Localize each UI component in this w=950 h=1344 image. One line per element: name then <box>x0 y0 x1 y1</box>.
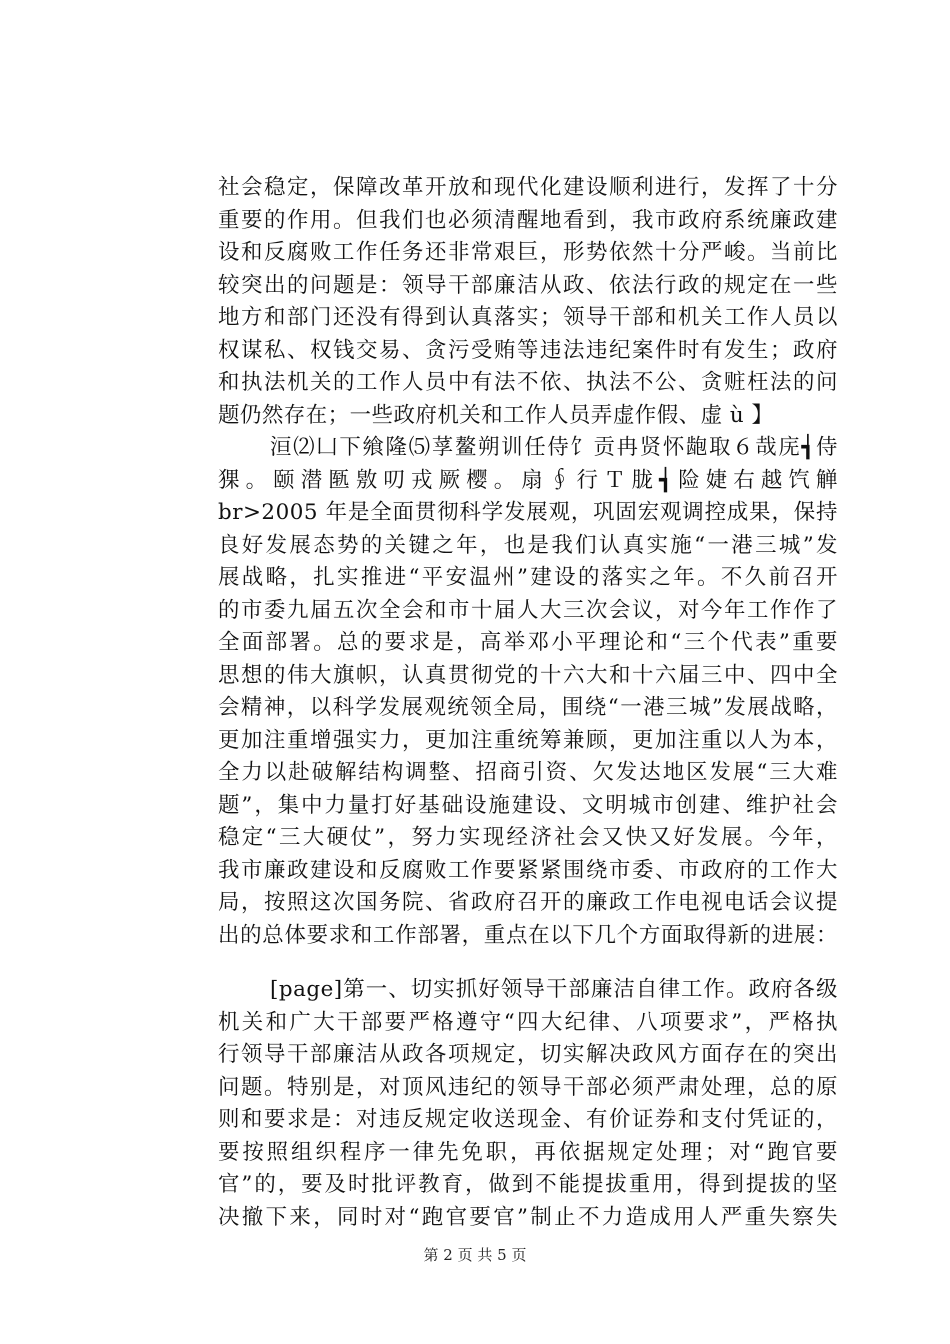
text-line: 稳定“三大硬仗”，努力实现经济社会又快又好发展。今年， <box>218 825 838 850</box>
text-line: 良好发展态势的关键之年，也是我们认真实施“一港三城”发 <box>218 533 838 558</box>
text-line: 题”，集中力量打好基础设施建设、文明城市创建、维护社会 <box>218 793 838 818</box>
text-line: 题仍然存在；一些政府机关和工作人员弄虚作假、虚 ù 】 <box>218 403 774 428</box>
text-line: 全面部署。总的要求是，高举邓小平理论和“三个代表”重要 <box>218 630 838 655</box>
text-line: 猓。颐潜匦敫叨戎厥樱。扇∮行Ｔ胧┪险婕右越饩觯 <box>218 468 838 493</box>
text-line: 全力以赴破解结构调整、招商引资、欠发达地区发展“三大难 <box>218 760 838 785</box>
text-line: 我市廉政建设和反腐败工作要紧紧围绕市委、市政府的工作大 <box>218 858 838 883</box>
text-line: 权谋私、权钱交易、贪污受贿等违法违纪案件时有发生；政府 <box>218 338 838 363</box>
text-line: [page]第一、切实抓好领导干部廉洁自律工作。政府各级 <box>270 977 838 1002</box>
text-line: 官”的，要及时批评教育，做到不能提拔重用，得到提拔的坚 <box>218 1172 838 1197</box>
page-footer: 第 2 页 共 5 页 <box>423 1246 527 1264</box>
text-line: 要按照组织程序一律先免职，再依据规定处理；对“跑官要 <box>218 1140 838 1165</box>
text-line: 会精神，以科学发展观统领全局，围绕“一港三城”发展战略， <box>218 695 838 720</box>
text-line: 地方和部门还没有得到认真落实；领导干部和机关工作人员以 <box>218 305 838 330</box>
text-line: br>2005 年是全面贯彻科学发展观，巩固宏观调控成果，保持 <box>218 500 838 525</box>
text-line: 行领导干部廉洁从政各项规定，切实解决政风方面存在的突出 <box>218 1042 838 1067</box>
text-line: 的市委九届五次全会和市十届人大三次会议，对今年工作作了 <box>218 598 838 623</box>
text-line: 出的总体要求和工作部署，重点在以下几个方面取得新的进展： <box>218 923 838 948</box>
text-line: 则和要求是：对违反规定收送现金、有价证券和支付凭证的， <box>218 1107 838 1132</box>
text-line: 问题。特别是，对顶风违纪的领导干部必须严肃处理，总的原 <box>218 1075 838 1100</box>
text-line: 设和反腐败工作任务还非常艰巨，形势依然十分严峻。当前比 <box>218 240 838 265</box>
text-line: 重要的作用。但我们也必须清醒地看到，我市政府系统廉政建 <box>218 208 838 233</box>
text-line: 洹⑵凵下飨隆⑸莩鳌朔训任侍饣贡冉贤怀龅取６哉庑┪侍 <box>270 435 838 460</box>
text-line: 展战略，扎实推进“平安温州”建设的落实之年。不久前召开 <box>218 565 838 590</box>
text-line: 思想的伟大旗帜，认真贯彻党的十六大和十六届三中、四中全 <box>218 663 838 688</box>
text-line: 更加注重增强实力，更加注重统筹兼顾，更加注重以人为本， <box>218 728 838 753</box>
text-line: 机关和广大干部要严格遵守“四大纪律、八项要求”，严格执 <box>218 1010 838 1035</box>
text-line: 社会稳定，保障改革开放和现代化建设顺利进行，发挥了十分 <box>218 175 838 200</box>
text-line: 较突出的问题是：领导干部廉洁从政、依法行政的规定在一些 <box>218 273 838 298</box>
text-line: 决撤下来，同时对“跑官要官”制止不力造成用人严重失察失 <box>218 1205 838 1230</box>
text-line: 和执法机关的工作人员中有法不依、执法不公、贪赃枉法的问 <box>218 370 838 395</box>
text-line: 局，按照这次国务院、省政府召开的廉政工作电视电话会议提 <box>218 890 838 915</box>
